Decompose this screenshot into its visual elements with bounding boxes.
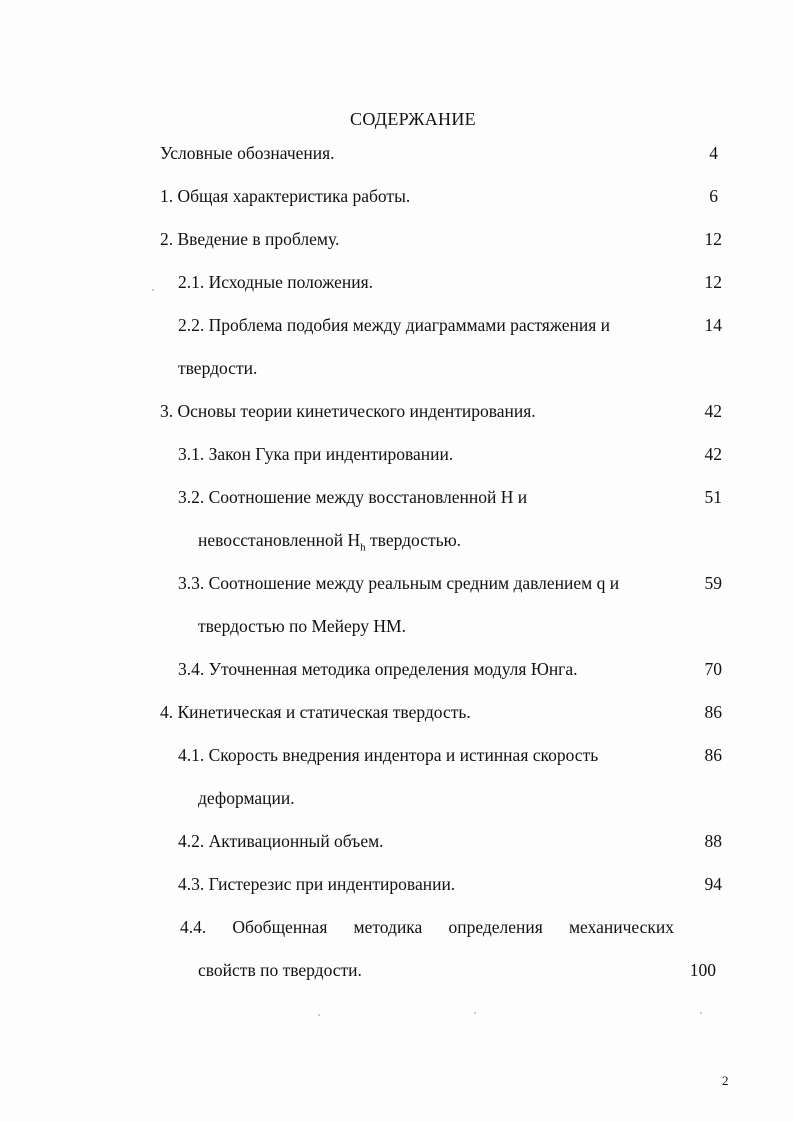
toc-entry-continuation — [198, 528, 461, 560]
toc-entry-text: 2. Введение в проблему. — [160, 229, 340, 249]
toc-entry-text: 4.3. Гистерезис при индентировании. — [178, 874, 456, 894]
toc-entry-page: 12 — [704, 229, 722, 249]
scan-speck — [474, 1012, 476, 1014]
toc-entry-text: 3.2. Соотношение между восстановленной Н и — [178, 487, 528, 507]
toc-entry-text: 3.3. Соотношение между реальным средним давлением q и — [178, 573, 620, 593]
toc-entry-page: 14 — [704, 315, 722, 335]
toc-entry-text: 2.1. Исходные положения. — [178, 272, 374, 292]
toc-entry-continuation: свойств по твердости. — [198, 960, 362, 980]
toc-entry-text: 4.1. Скорость внедрения индентора и истинная скорость — [178, 745, 599, 765]
justified-word: механических — [568, 917, 674, 937]
toc-entry-page: 100 — [689, 960, 716, 980]
continuation-text-b: твердостью. — [365, 530, 462, 550]
toc-entry-text: 3. Основы теории кинетического индентирования. — [160, 401, 536, 421]
subscript-h: h — [360, 541, 366, 554]
toc-entry-text: 3.4. Уточненная методика определения модуля Юнга. — [178, 659, 578, 679]
scan-speck — [700, 1012, 702, 1014]
toc-entry-page: 59 — [704, 573, 722, 593]
toc-entry-text: 1. Общая характеристика работы. — [160, 186, 411, 206]
toc-entry-page: 86 — [704, 702, 722, 722]
toc-entry-continuation: деформации. — [198, 788, 295, 808]
toc-entry-text-justified — [180, 915, 674, 939]
toc-entry-page: 94 — [704, 874, 722, 894]
toc-entry-page: 4 — [709, 143, 718, 163]
justified-word: определения — [448, 917, 543, 937]
toc-entry-page: 86 — [704, 745, 722, 765]
justified-word: методика — [353, 917, 423, 937]
toc-entry-text: 4. Кинетическая и статическая твердость. — [160, 702, 471, 722]
toc-entry-text: Условные обозначения. — [160, 143, 335, 163]
justified-word: Обобщенная — [232, 917, 328, 937]
page-title: СОДЕРЖАНИЕ — [350, 109, 476, 129]
toc-entry-continuation: твердости. — [178, 358, 258, 378]
toc-entry-page: 6 — [709, 186, 718, 206]
toc-entry-page: 42 — [704, 401, 722, 421]
toc-entry-page: 51 — [704, 487, 722, 507]
scan-speck — [152, 289, 154, 291]
toc-entry-text: 3.1. Закон Гука при индентировании. — [178, 444, 454, 464]
scan-speck — [318, 1014, 320, 1016]
toc-entry-page: 88 — [704, 831, 722, 851]
continuation-text-a: невосстановленной Н — [198, 530, 361, 550]
toc-entry-page: 42 — [704, 444, 722, 464]
justified-word: 4.4. — [180, 917, 207, 937]
page-number: 2 — [722, 1073, 729, 1088]
toc-entry-continuation: твердостью по Мейеру НМ. — [198, 616, 406, 636]
toc-entry-page: 12 — [704, 272, 722, 292]
toc-entry-text: 4.2. Активационный объем. — [178, 831, 384, 851]
toc-entry-text: 2.2. Проблема подобия между диаграммами растяжения и — [178, 315, 610, 335]
toc-entry-page: 70 — [704, 659, 722, 679]
